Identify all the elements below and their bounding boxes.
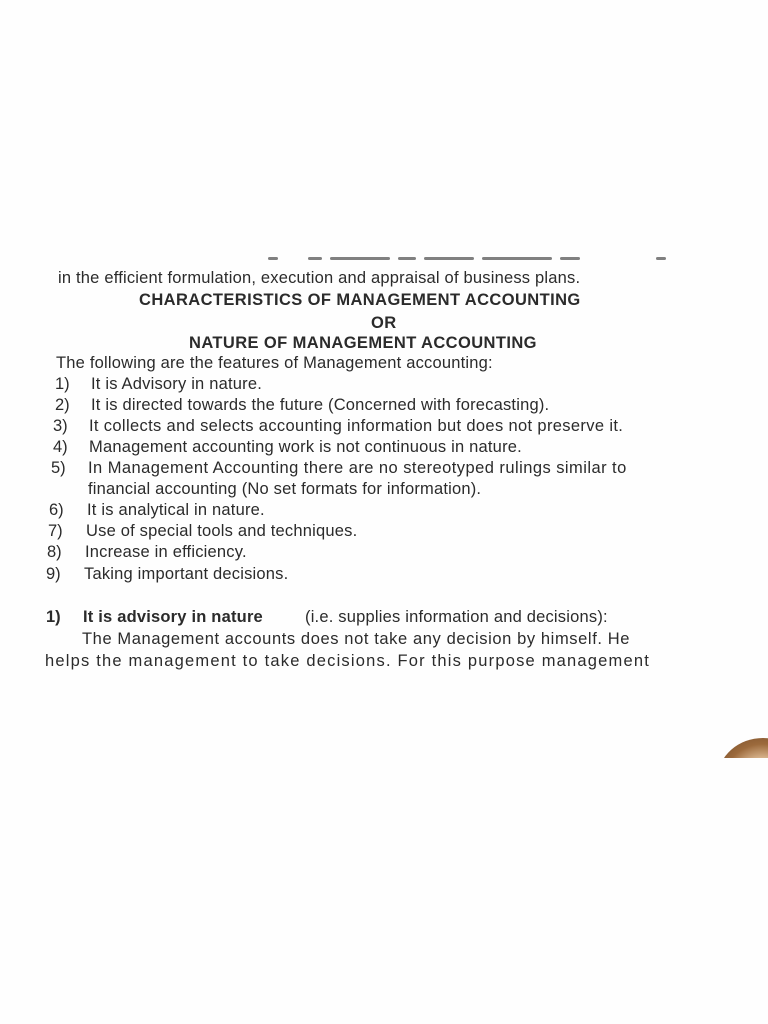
object-at-edge: [718, 738, 768, 778]
feature-number: 4): [53, 438, 68, 456]
feature-number: 5): [51, 459, 66, 477]
section-number: 1): [46, 608, 61, 626]
feature-item: It is Advisory in nature.: [91, 375, 262, 393]
heading-or: OR: [371, 314, 397, 332]
feature-number: 7): [48, 522, 63, 540]
feature-item: In Management Accounting there are no stereotyped rulings similar to: [88, 459, 627, 477]
feature-item: It collects and selects accounting information but does not preserve it.: [89, 417, 624, 435]
feature-number: 1): [55, 375, 70, 393]
features-lead: The following are the features of Management accounting:: [56, 354, 493, 372]
heading-characteristics: CHARACTERISTICS OF MANAGEMENT ACCOUNTING: [139, 291, 581, 309]
feature-item: Increase in efficiency.: [85, 543, 247, 561]
feature-number: 9): [46, 565, 61, 583]
section-paragraph-line: The Management accounts does not take any decision by himself. He: [82, 630, 631, 648]
feature-number: 8): [47, 543, 62, 561]
heading-nature: NATURE OF MANAGEMENT ACCOUNTING: [189, 334, 537, 352]
section-paragraph-line: helps the management to take decisions. For this purpose management: [45, 652, 651, 670]
feature-number: 6): [49, 501, 64, 519]
feature-item: Taking important decisions.: [84, 565, 289, 583]
cut-off-text-line: [268, 250, 668, 262]
section-title: It is advisory in nature: [83, 608, 263, 626]
feature-number: 2): [55, 396, 70, 414]
feature-item: It is directed towards the future (Concerned with forecasting).: [91, 396, 550, 414]
feature-number: 3): [53, 417, 68, 435]
feature-item: It is analytical in nature.: [87, 501, 265, 519]
feature-item: Management accounting work is not continuous in nature.: [89, 438, 522, 456]
intro-line: in the efficient formulation, execution and appraisal of business plans.: [58, 269, 581, 287]
section-subtitle: (i.e. supplies information and decisions):: [305, 608, 608, 626]
feature-item-continued: financial accounting (No set formats for information).: [88, 480, 482, 498]
feature-item: Use of special tools and techniques.: [86, 522, 358, 540]
